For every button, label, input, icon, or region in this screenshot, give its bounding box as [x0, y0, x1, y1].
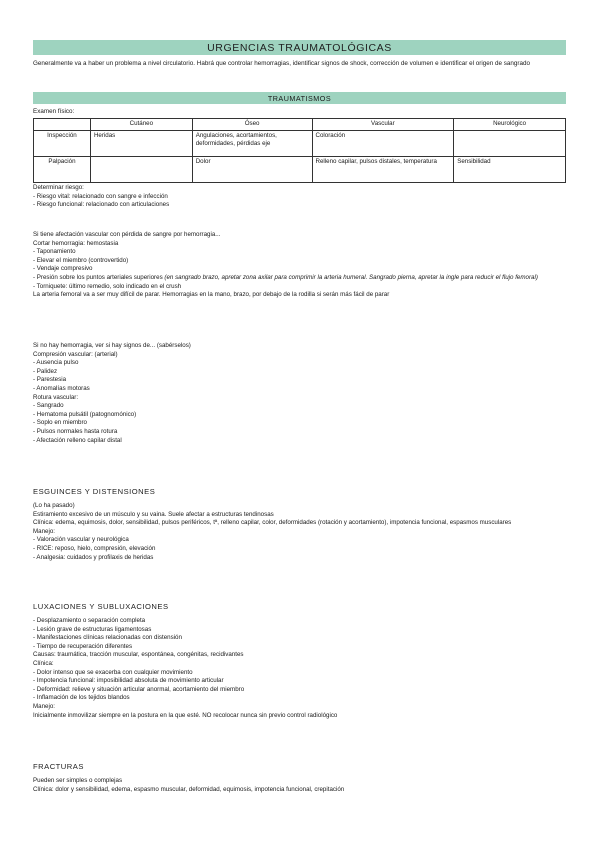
text-line: Clínica: dolor y sensibilidad, edema, espasmo muscular, deformidad, equimosis, impotencia funcional, crepitación: [33, 785, 345, 793]
table-cell: [454, 130, 566, 156]
text-line: - Elevar el miembro (controvertido): [33, 256, 129, 264]
list-item: - Analgesia: cuidados y profilaxis de heridas: [33, 553, 154, 561]
table-row: [34, 130, 566, 156]
text-line: [33, 274, 573, 283]
presion-note: (en sangrado brazo, apretar zona axilar para comprimir la arteria humeral. Sangrado pierna, apretar la ingle para reducir el flujo femoral): [164, 273, 538, 281]
text-line: Si no hay hemorragia, ver si hay signos de... (sabérselos): [33, 342, 191, 349]
text-line: Inicialmente inmovilizar siempre en la postura en la que esté. NO recolocar nunca sin previo control radiológico: [33, 711, 338, 719]
table-row: [34, 156, 566, 182]
table-row-header: Inspección: [34, 130, 91, 156]
hemorragia-block: [33, 231, 573, 300]
table-header-cell: Vascular: [312, 119, 454, 131]
table-cell: Angulaciones, acortamientos, deformidades, pérdidas eje: [192, 130, 312, 156]
list-item: - Parestesia: [33, 376, 67, 384]
list-item: - Lesión grave de estructuras ligamentosas: [33, 625, 152, 633]
text-line: Manejo:: [33, 527, 56, 535]
list-item: - Valoración vascular y neurológica: [33, 536, 129, 544]
text-line: - Torniquete: último remedio, solo indicado en el crush: [33, 282, 182, 290]
table-cell: Sensibilidad: [454, 156, 566, 182]
heading-luxaciones: LUXACIONES Y SUBLUXACIONES: [33, 602, 169, 611]
luxaciones-block: [33, 617, 573, 720]
exam-label: Examen físico:: [33, 108, 75, 115]
table-cell: Relleno capilar, pulsos distales, temperatura: [312, 156, 454, 182]
list-item: - Tiempo de recuperación diferentes: [33, 642, 133, 650]
list-item: - Sangrado: [33, 402, 64, 410]
section-banner-traumatismos: [33, 92, 566, 104]
list-item: - Palidez: [33, 367, 58, 375]
text-line: Si tiene afectación vascular con pérdida de sangre por hemorragia...: [33, 231, 221, 238]
text-line: Estiramiento excesivo de un músculo y su vaina. Suele afectar a estructuras tendinosas: [33, 510, 274, 518]
list-item: - Impotencia funcional: imposibilidad absoluta de movimiento articular: [33, 677, 224, 685]
list-item: - Pulsos normales hasta rotura: [33, 427, 118, 435]
sin-hemorragia-block: [33, 342, 573, 445]
list-item: - Inflamación de los tejidos blandos: [33, 694, 130, 702]
page-title: URGENCIAS TRAUMATOLÓGICAS: [207, 41, 392, 54]
table-header-row: [34, 119, 566, 131]
intro-paragraph: Generalmente va a haber un problema a nivel circulatorio. Habrá que controlar hemorragias, identificar signos de shock, corrección de volumen e identificar el origen de sangrado: [33, 60, 531, 67]
text-line: Clínica:: [33, 659, 54, 667]
text-line: Determinar riesgo:: [33, 184, 84, 191]
list-item: - Hematoma pulsátil (patognomónico): [33, 410, 137, 418]
list-item: - Deformidad: relieve y situación articular anormal, acortamiento del miembro: [33, 685, 245, 693]
title-banner: [33, 40, 566, 55]
text-line: - Vendaje compresivo: [33, 265, 93, 273]
table-cell: Dolor: [192, 156, 312, 182]
table-cell: Heridas: [90, 130, 192, 156]
esguinces-block: [33, 502, 573, 562]
list-item: - Afectación relleno capilar distal: [33, 436, 122, 444]
text-line: Rotura vascular:: [33, 393, 79, 401]
table-cell: [90, 156, 192, 182]
presion-text: - Presión sobre los puntos arteriales superiores: [33, 273, 163, 281]
text-line: La arteria femoral va a ser muy difícil de parar. Hemorragias en la mano, brazo, por debajo de la rodilla si serán más fácil de parar: [33, 291, 390, 299]
exam-table: [33, 118, 566, 183]
text-line: Causas: traumática, tracción muscular, espontánea, congénitas, recidivantes: [33, 651, 244, 659]
text-line: (Lo ha pasado): [33, 502, 75, 509]
list-item: - Ausencia pulso: [33, 359, 79, 367]
heading-fracturas: FRACTURAS: [33, 762, 84, 771]
list-item: - Manifestaciones clínicas relacionadas con distensión: [33, 634, 182, 642]
list-item: - RICE: reposo, hielo, compresión, elevación: [33, 544, 156, 552]
text-line: - Taponamiento: [33, 248, 76, 256]
text-line: - Riesgo vital: relacionado con sangre e infección: [33, 192, 168, 200]
fracturas-block: [33, 777, 573, 794]
list-item: - Dolor intenso que se exacerba con cualquier movimiento: [33, 668, 193, 676]
text-line: Cortar hemorragia: hemostasia: [33, 239, 119, 247]
text-line: Compresión vascular: (arterial): [33, 350, 118, 358]
text-line: Pueden ser simples o complejas: [33, 777, 123, 784]
text-line: Manejo:: [33, 702, 56, 710]
heading-esguinces: ESGUINCES Y DISTENSIONES: [33, 487, 156, 496]
table-header-cell: Neurológico: [454, 119, 566, 131]
riesgo-block: [33, 184, 573, 210]
list-item: - Desplazamiento o separación completa: [33, 617, 146, 624]
table-cell: Coloración: [312, 130, 454, 156]
list-item: - Soplo en miembro: [33, 419, 87, 427]
list-item: - Anomalías motoras: [33, 384, 90, 392]
text-line: Clínica: edema, equimosis, dolor, sensibilidad, pulsos periféricos, tª, relleno capilar, color, deformidades (rotación y acortamiento), impotencia funcional, espasmos musculares: [33, 519, 512, 527]
table-header-cell: [34, 119, 91, 131]
table-row-header: Palpación: [34, 156, 91, 182]
table-header-cell: Óseo: [192, 119, 312, 131]
table-header-cell: Cutáneo: [90, 119, 192, 131]
text-line: - Riesgo funcional: relacionado con articulaciones: [33, 201, 170, 209]
section-title-traumatismos: TRAUMATISMOS: [267, 93, 332, 103]
